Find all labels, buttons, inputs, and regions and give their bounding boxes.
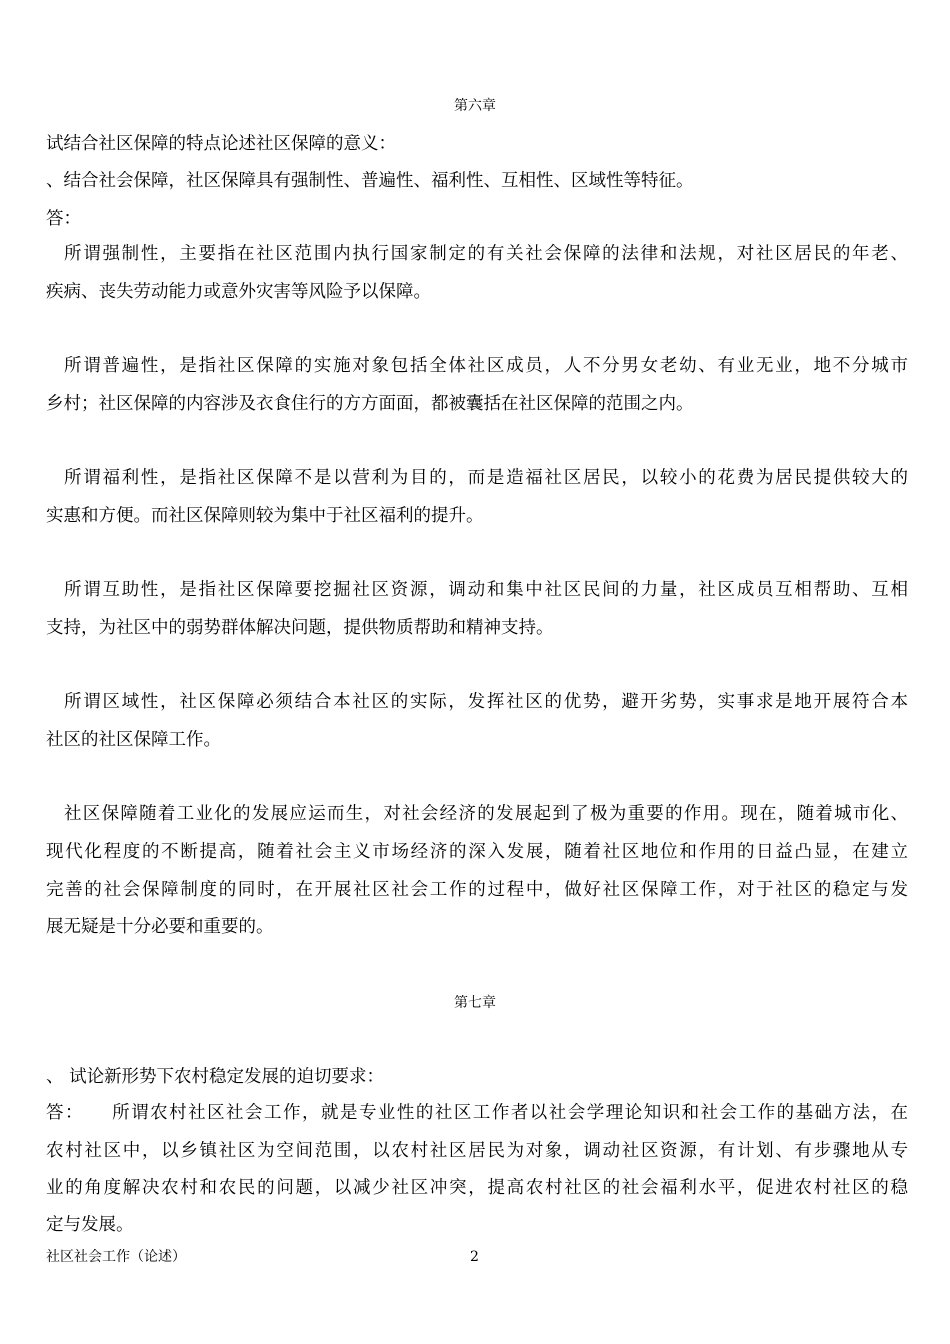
paragraph-line: 所谓福利性，是指社区保障不是以营利为目的，而是造福社区居民，以较小的花费为居民提供较大的 — [64, 468, 908, 488]
paragraph-line: 实惠和方便。而社区保障则较为集中于社区福利的提升。 — [46, 506, 484, 526]
chapter-6-question: 试结合社区保障的特点论述社区保障的意义： — [46, 134, 396, 154]
chapter-6-title: 第六章 — [454, 98, 496, 114]
paragraph-line: 所谓强制性，主要指在社区范围内执行国家制定的有关社会保障的法律和法规，对社区居民的年老、 — [64, 244, 908, 264]
paragraph-line: 农村社区中，以乡镇社区为空间范围，以农村社区居民为对象，调动社区资源，有计划、有步骤地从专 — [46, 1141, 908, 1161]
paragraph-line: 社区保障随着工业化的发展应运而生，对社会经济的发展起到了极为重要的作用。现在，随着城市化、 — [64, 804, 908, 824]
footer-document-title: 社区社会工作（论述） — [46, 1249, 186, 1265]
paragraph-line: 现代化程度的不断提高，随着社会主义市场经济的深入发展，随着社区地位和作用的日益凸显，在建立 — [46, 842, 908, 862]
chapter-7-title: 第七章 — [454, 995, 496, 1011]
chapter-6-point: 、结合社会保障，社区保障具有强制性、普遍性、福利性、互相性、区域性等特征。 — [46, 171, 694, 191]
footer-page-number: 2 — [470, 1249, 479, 1265]
paragraph-line: 社区的社区保障工作。 — [46, 730, 221, 750]
chapter-6-answer-label: 答： — [46, 209, 81, 229]
paragraph-line: 所谓普遍性，是指社区保障的实施对象包括全体社区成员，人不分男女老幼、有业无业，地不分城市 — [64, 356, 908, 376]
paragraph-line: 所谓互助性，是指社区保障要挖掘社区资源，调动和集中社区民间的力量，社区成员互相帮助、互相 — [64, 580, 908, 600]
paragraph-line: 定与发展。 — [46, 1215, 134, 1235]
paragraph-line: 乡村；社区保障的内容涉及衣食住行的方方面面，都被囊括在社区保障的范围之内。 — [46, 394, 694, 414]
paragraph-line: 答： 所谓农村社区社会工作，就是专业性的社区工作者以社会学理论知识和社会工作的基础方法，在 — [46, 1103, 908, 1123]
paragraph-line: 疾病、丧失劳动能力或意外灾害等风险予以保障。 — [46, 282, 431, 302]
paragraph-line: 所谓区域性，社区保障必须结合本社区的实际，发挥社区的优势，避开劣势，实事求是地开展符合本 — [64, 692, 908, 712]
paragraph-line: 展无疑是十分必要和重要的。 — [46, 917, 274, 937]
paragraph-line: 支持，为社区中的弱势群体解决问题，提供物质帮助和精神支持。 — [46, 618, 554, 638]
chapter-7-question: 、 试论新形势下农村稳定发展的迫切要求： — [46, 1067, 385, 1087]
paragraph-line: 业的角度解决农村和农民的问题，以减少社区冲突，提高农村社区的社会福利水平，促进农村社区的稳 — [46, 1178, 908, 1198]
paragraph-line: 完善的社会保障制度的同时，在开展社区社会工作的过程中，做好社区保障工作，对于社区的稳定与发 — [46, 880, 908, 900]
